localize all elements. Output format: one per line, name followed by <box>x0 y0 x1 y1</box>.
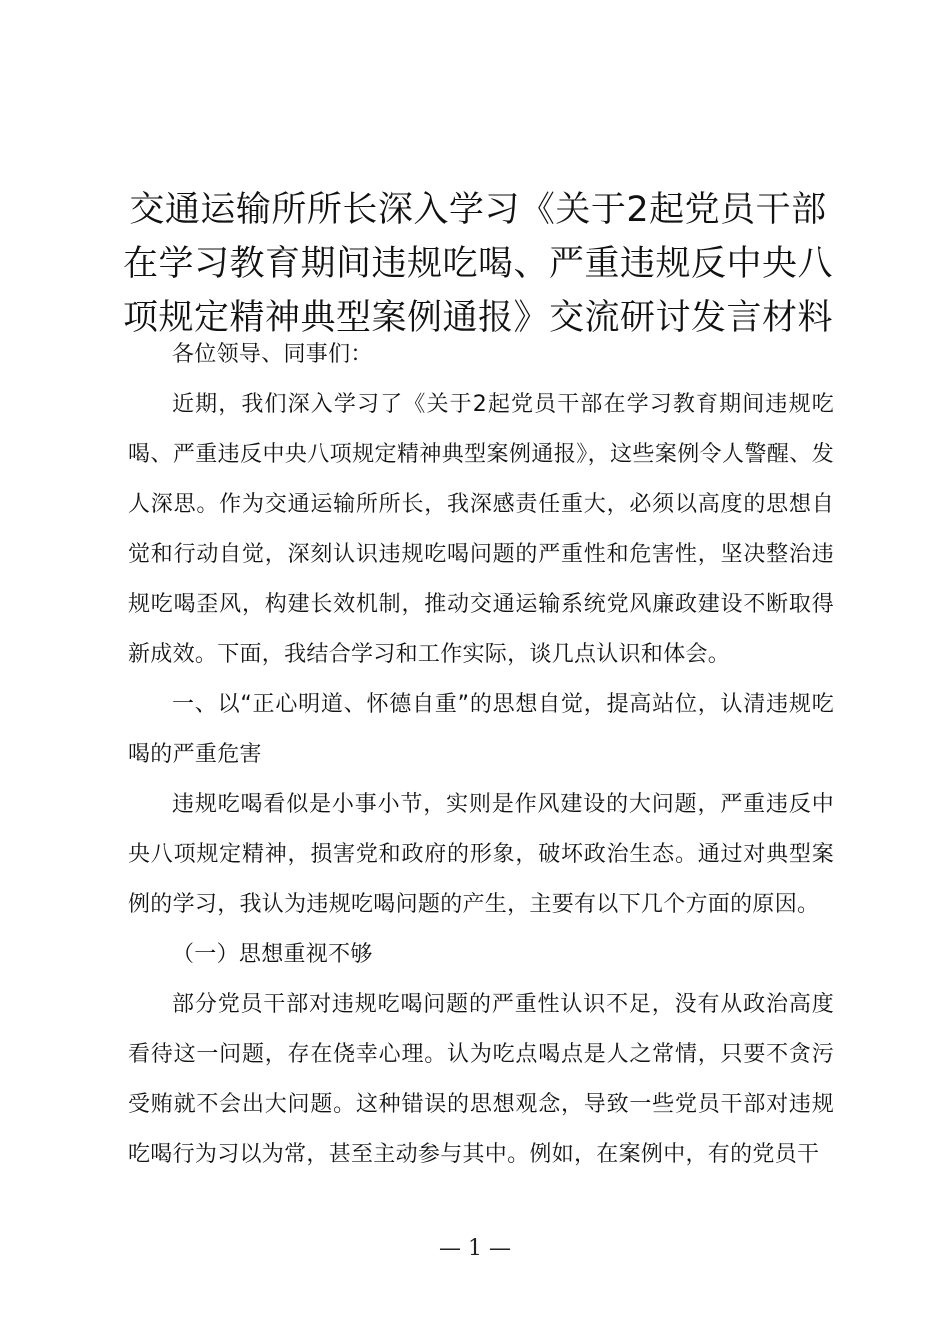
subsection-heading-1: （一）思想重视不够 <box>172 942 373 967</box>
subsection-1-paragraph: 部分党员干部对违规吃喝问题的严重性认识不足，没有从政治高度看待这一问题，存在侥幸心理。认为吃点喝点是人之常情，只要不贪污受贿就不会出大问题。这种错误的思想观念，导致一些党员干部对违规吃喝行为习以为常，甚至主动参与其中。例如，在案例中，有的党员干 <box>128 992 834 1167</box>
intro-paragraph: 近期，我们深入学习了《关于2起党员干部在学习教育期间违规吃喝、严重违反中央八项规定精神典型案例通报》，这些案例令人警醒、发人深思。作为交通运输所所长，我深感责任重大，必须以高度的思想自觉和行动自觉，深刻认识违规吃喝问题的严重性和危害性，坚决整治违规吃喝歪风，构建长效机制，推动交通运输系统党风廉政建设不断取得新成效。下面，我结合学习和工作实际，谈几点认识和体会。 <box>128 392 834 667</box>
salutation-paragraph: 各位领导、同事们： <box>172 342 373 367</box>
page-number: — 1 — <box>439 1236 511 1261</box>
document-title: 交通运输所所长深入学习《关于2起党员干部在学习教育期间违规吃喝、严重违规反中央八项规定精神典型案例通报》交流研讨发言材料 <box>122 190 833 338</box>
section-heading-1: 一、以“正心明道、怀德自重”的思想自觉，提高站位，认清违规吃喝的严重危害 <box>128 692 834 767</box>
document-body <box>128 330 834 1180</box>
section-1-paragraph: 违规吃喝看似是小事小节，实则是作风建设的大问题，严重违反中央八项规定精神，损害党和政府的形象，破坏政治生态。通过对典型案例的学习，我认为违规吃喝问题的产生，主要有以下几个方面的原因。 <box>128 792 834 917</box>
